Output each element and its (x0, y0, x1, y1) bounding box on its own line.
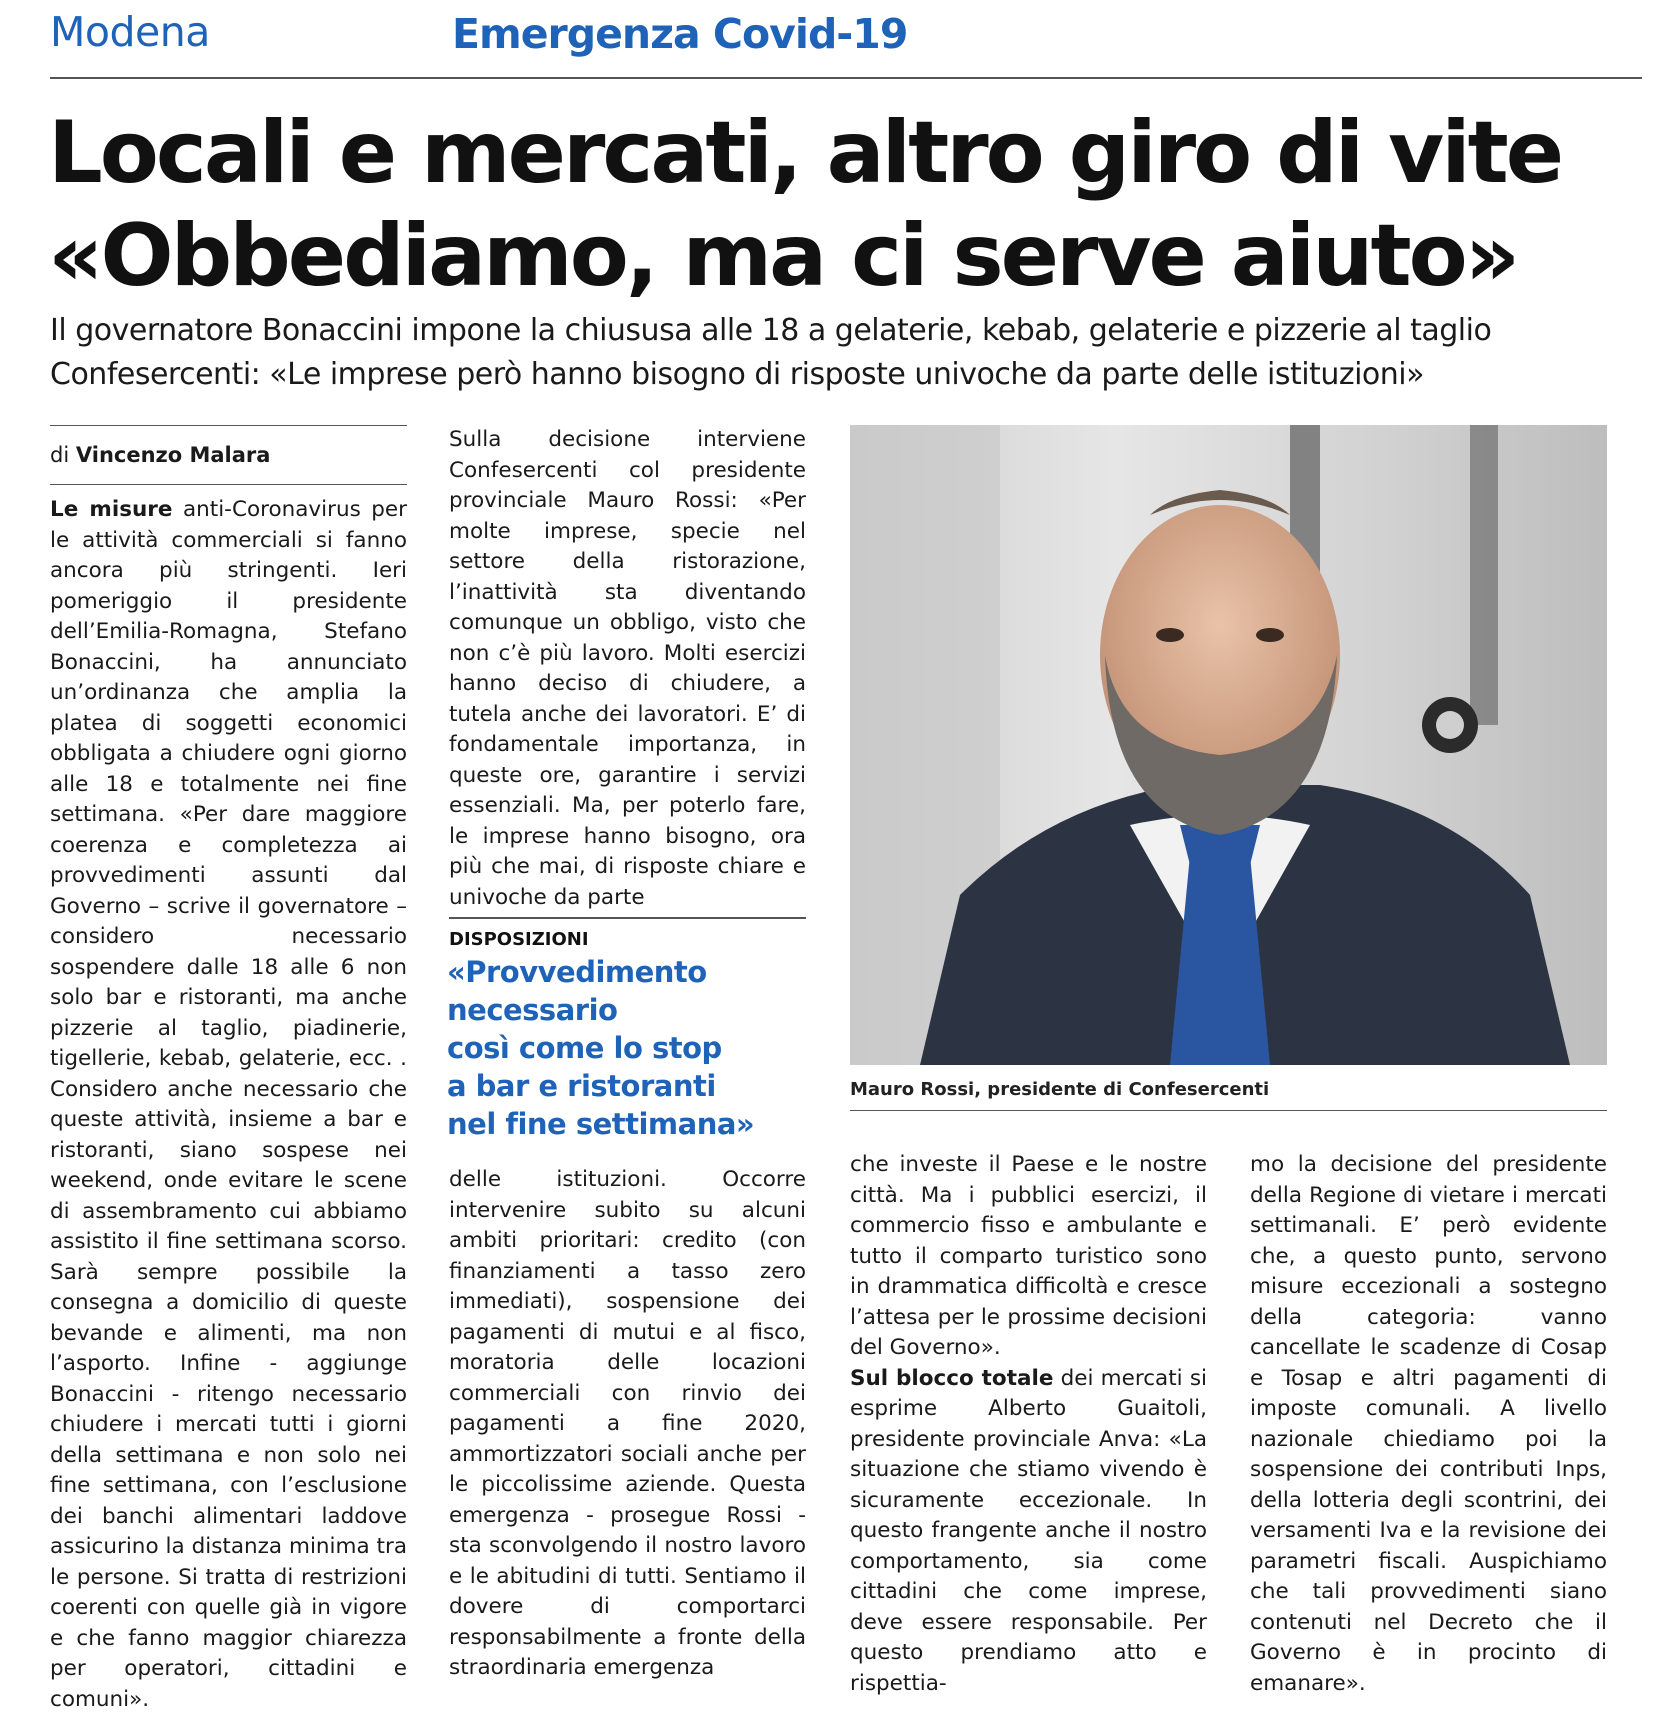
headline-line-1: Locali e mercati, altro giro di vite (48, 103, 1562, 203)
article-column-2-bottom (449, 1165, 806, 1684)
caption-divider (850, 1110, 1607, 1111)
pull-quote-line: nel fine settimana» (447, 1107, 755, 1141)
article-column-3 (850, 1150, 1207, 1699)
article-column-1 (50, 495, 407, 1715)
column-3-text-a: che investe il Paese e le nostre città. Ma i pubblici esercizi, il commercio fisso e ambulante e tutto il comparto turistico sono in drammatica difficoltà e cresce l’attesa per le prossime decisioni del Governo». (850, 1152, 1207, 1360)
top-divider (50, 77, 1642, 79)
article-column-2-top (449, 425, 806, 913)
byline-author: Vincenzo Malara (75, 443, 271, 467)
column-3-text-b: dei mercati si esprime Alberto Guaitoli, presidente provinciale Anva: «La situazione che stiamo vivendo è sicuramente eccezionale. In questo frangente anche il nostro comportamento, sia come cittadini che come imprese, deve essere responsabile. Per questo prendiamo atto e rispettia- (850, 1365, 1207, 1696)
column-2-top-text: Sulla decisione interviene Confesercenti col presidente provinciale Mauro Rossi: «Per molte imprese, specie nel settore della ristorazione, l’inattività sta diventando comunque un obbligo, visto che non c’è più lavoro. Molti esercizi hanno deciso di chiudere, a tutela anche dei lavoratori. E’ di fondamentale importanza, in queste ore, garantire i servizi essenziali. Ma, per poterlo fare, le imprese hanno bisogno, ora più che mai, di risposte chiare e univoche da parte (449, 427, 806, 910)
pull-quote-line: «Provvedimento (447, 955, 707, 989)
lead-in-3: Sul blocco totale (850, 1365, 1054, 1391)
portrait-illustration (850, 425, 1607, 1065)
portrait-photo (850, 425, 1607, 1065)
subhead-line-2: Confesercenti: «Le imprese però hanno bisogno di risposte univoche da parte delle istituzioni» (50, 357, 1424, 392)
sidebar-box-kicker: DISPOSIZIONI (449, 929, 589, 950)
byline-divider-top (50, 425, 407, 426)
pull-quote (447, 953, 817, 1143)
column-1-text: anti-Coronavirus per le attività commerciali si fanno ancora più stringenti. Ieri pomeriggio il presidente dell’Emilia-Romagna, Stefano Bonaccini, ha annunciato un’ordinanza che amplia la platea di soggetti economici obbligata a chiudere ogni giorno alle 18 e totalmente nei fine settimana. «Per dare maggiore coerenza e completezza ai provvedimenti assunti dal Governo – scrive il governatore – considero necessario sospendere dalle 18 alle 6 non solo bar e ristoranti, ma anche pizzerie al taglio, piadinerie, tigellerie, kebab, gelaterie, ecc. . Considero anche necessario che queste attività, insieme a bar e ristoranti, siano sospese nei weekend, onde evitare le scene di assembramento cui abbiamo assistito il fine settimana scorso. Sarà sempre possibile la consegna a domicilio di queste bevande e alimenti, ma non l’asporto. Infine - aggiunge Bonaccini - ritengo necessario chiudere i mercati tutti i giorni della settimana e non solo nei fine settimana, con l’esclusione dei banchi alimentari laddove assicurino la distanza minima tra le persone. Si tratta di restrizioni coerenti con quelle già in vigore e che fanno maggior chiarezza per operatori, cittadini e comuni». (50, 497, 407, 1712)
section-label: Modena (50, 8, 210, 56)
subhead-line-1: Il governatore Bonaccini impone la chiususa alle 18 a gelaterie, kebab, gelaterie e pizzerie al taglio (50, 313, 1492, 348)
byline-divider-bottom (50, 484, 407, 485)
photo-caption: Mauro Rossi, presidente di Confesercenti (850, 1079, 1270, 1100)
byline-prefix: di (50, 443, 70, 467)
column-4-text: mo la decisione del presidente della Regione di vietare i mercati settimanali. E’ però evidente che, a questo punto, servono misure eccezionali a sostegno della categoria: vanno cancellate le scadenze di Cosap e Tosap e altri pagamenti di imposte comunali. A livello nazionale chiediamo poi la sospensione dei contributi Inps, della lotteria degli scontrini, dei versamenti Iva e la revisione dei parametri fiscali. Auspichiamo che tali provvedimenti siano contenuti nel Decreto che il Governo è in procinto di emanare». (1250, 1152, 1607, 1696)
topic-kicker: Emergenza Covid-19 (452, 10, 908, 58)
pull-quote-line: così come lo stop (447, 1031, 722, 1065)
pull-quote-line: a bar e ristoranti (447, 1069, 716, 1103)
pull-quote-line: necessario (447, 993, 618, 1027)
headline-line-2: «Obbediamo, ma ci serve aiuto» (48, 206, 1518, 306)
sidebar-box-divider (449, 917, 806, 919)
article-column-4 (1250, 1150, 1607, 1699)
byline (50, 443, 270, 467)
lead-in-1: Le misure (50, 497, 173, 522)
column-2-bottom-text: delle istituzioni. Occorre intervenire subito su alcuni ambiti prioritari: credito (con finanziamenti a tasso zero immediati), sospensione dei pagamenti di mutui e al fisco, moratoria delle locazioni commerciali con rinvio dei pagamenti a fine 2020, ammortizzatori sociali anche per le piccolissime aziende. Questa emergenza - prosegue Rossi - sta sconvolgendo il nostro lavoro e le abitudini di tutti. Sentiamo il dovere di comportarci responsabilmente a fronte della straordinaria emergenza (449, 1167, 806, 1680)
